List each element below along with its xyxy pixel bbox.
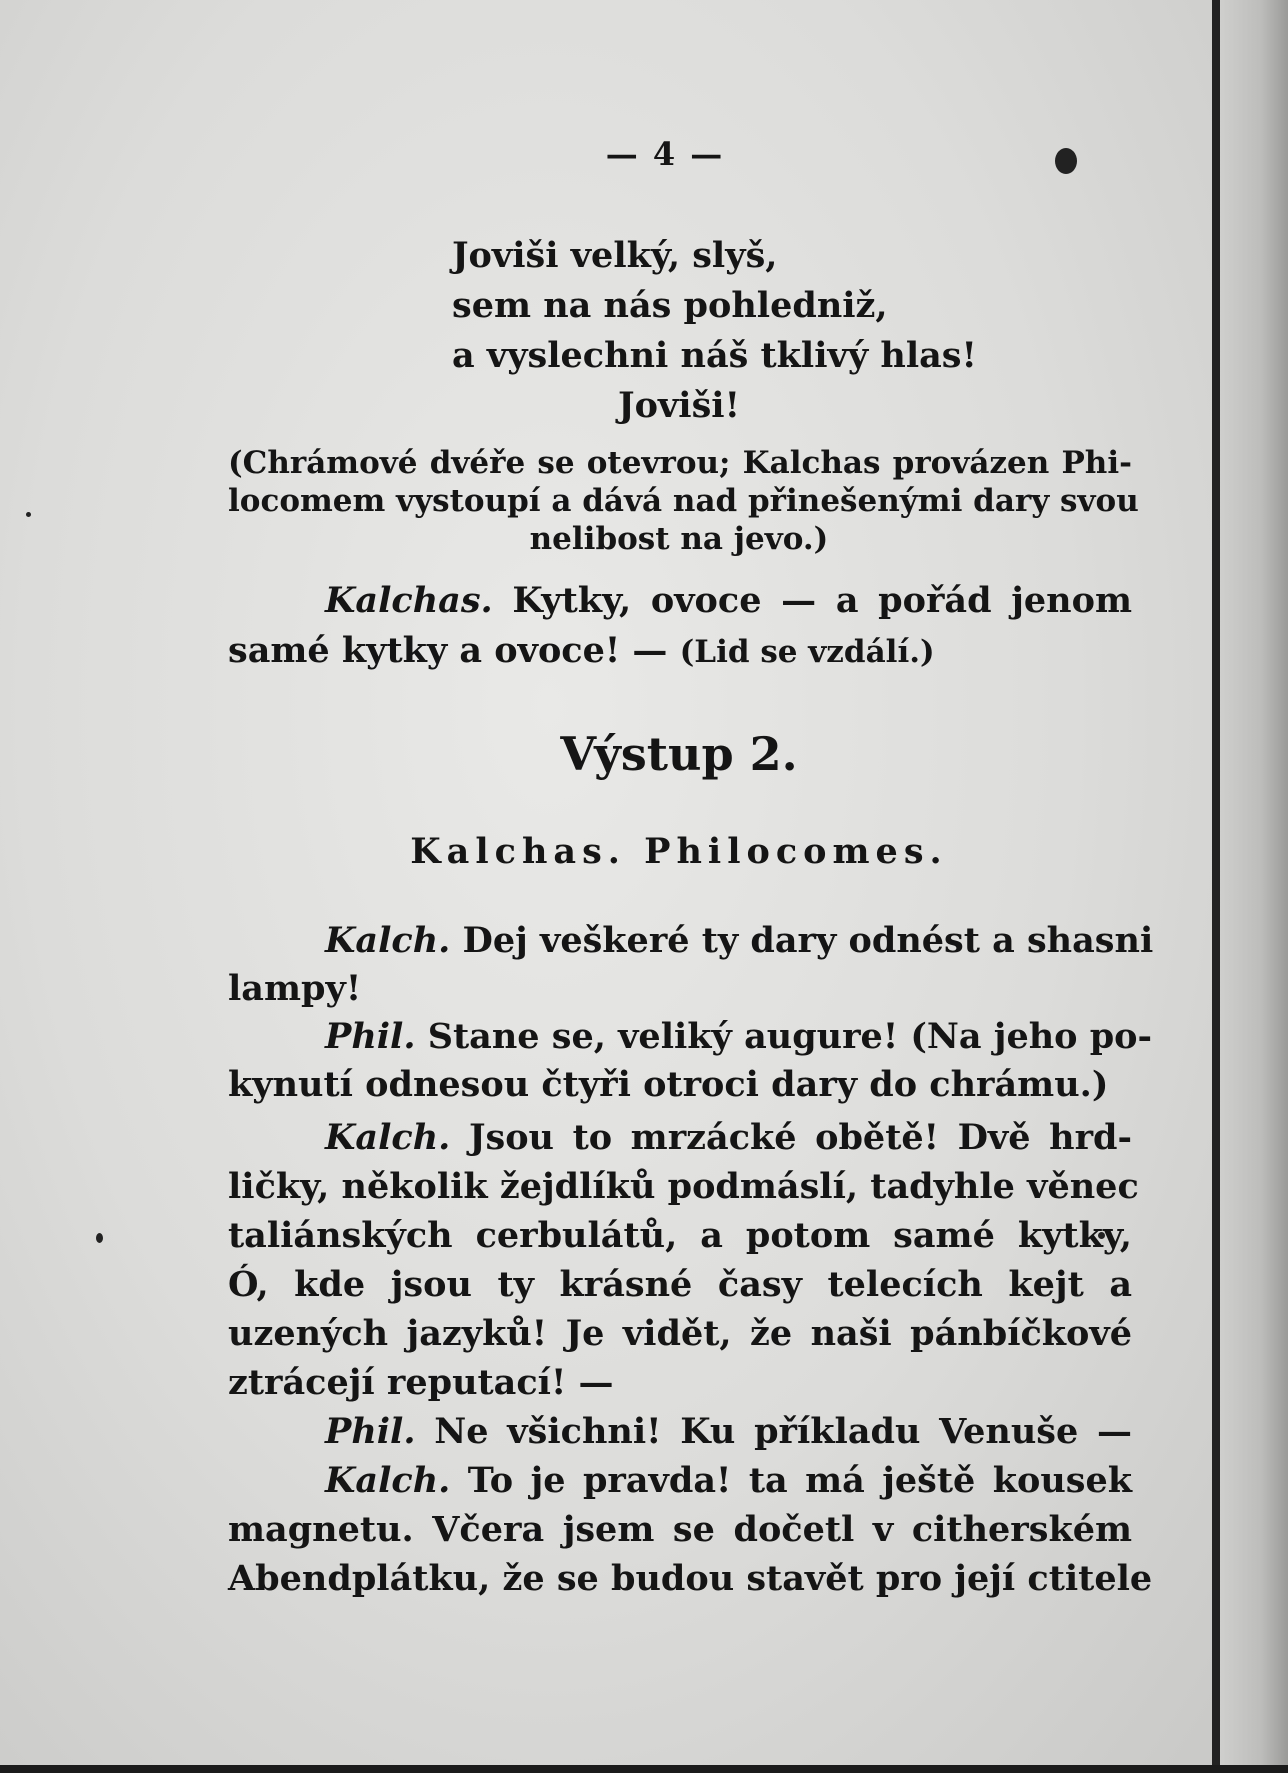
- dialogue-line: uzených jazyků! Je vidět, že naši pánbíčkové: [228, 1313, 1132, 1354]
- verse-line-3: a vyslechni náš tklivý hlas!: [452, 335, 977, 376]
- dialogue-line: Abendplátku, že se budou stavět pro její ctitele: [228, 1558, 1153, 1599]
- speech-text: Dej veškeré ty dary odnést a shasni: [462, 920, 1154, 961]
- speaker-name: Kalch.: [325, 920, 451, 961]
- speech-line: [228, 626, 1132, 677]
- speaker-name: Kalch.: [325, 1460, 451, 1501]
- dialogue-line: [228, 1407, 1132, 1456]
- speaker-name: Kalch.: [325, 1117, 451, 1158]
- page-number: — 4 —: [605, 135, 725, 173]
- speech-text: Kytky, ovoce — a pořád jenom: [512, 580, 1133, 621]
- kalchas-speech-1: [228, 576, 1132, 677]
- speech-text: To je pravda! ta má ještě kousek: [467, 1460, 1132, 1501]
- stage-direction: (Lid se vzdálí.): [679, 634, 935, 670]
- ink-blot: [1055, 148, 1077, 174]
- dialogue-line: lampy!: [228, 968, 362, 1009]
- dialogue-line: ztrácejí reputací! —: [228, 1362, 614, 1403]
- dialogue-line: Ó, kde jsou ty krásné časy telecích kejt a: [228, 1264, 1132, 1305]
- stage-direction-1-end: nelibost na jevo.): [529, 521, 829, 557]
- speech-text: Jsou to mrzácké obětě! Dvě hrd-: [468, 1117, 1133, 1158]
- page-spine-shadow: [1212, 0, 1220, 1765]
- scan-border: [0, 1765, 1288, 1773]
- dialogue-line: [228, 1013, 1153, 1061]
- dialogue-line: [228, 1456, 1132, 1505]
- dialogue-line: ličky, několik žejdlíků podmáslí, tadyhle věnec: [228, 1166, 1139, 1207]
- ink-speck: [26, 512, 31, 517]
- scene-heading: Výstup 2.: [560, 727, 798, 781]
- ink-speck: [96, 1233, 103, 1243]
- dialogue-kalch-2: [228, 1113, 1153, 1603]
- dialogue-phil-kalch-1: [228, 917, 1154, 1109]
- dialogue-line: magnetu. Včera jsem se dočetl v citherském: [228, 1509, 1132, 1550]
- speech-line: [228, 576, 1132, 626]
- next-page-edge: [1220, 0, 1288, 1773]
- speech-text: Stane se, veliký augure! (Na jeho po-: [427, 1016, 1153, 1057]
- stage-direction-line: locomem vystoupí a dává nad přinešenými dary svou: [228, 483, 1139, 519]
- verse-line-2: sem na nás pohledniž,: [452, 285, 888, 326]
- dialogue-line: taliánských cerbulátů, a potom samé kytky,: [228, 1215, 1132, 1256]
- stage-direction-1: [228, 444, 1139, 520]
- dialogue-line: [228, 917, 1154, 965]
- dialogue-line: [228, 1113, 1132, 1162]
- verse-line-1: Joviši velký, slyš,: [452, 235, 778, 276]
- speaker-name: Phil.: [325, 1016, 416, 1057]
- dialogue-line: kynutí odnesou čtyři otroci dary do chrámu.): [228, 1064, 1109, 1105]
- cast-list: Kalchas. Philocomes.: [410, 831, 948, 872]
- verse-refrain: Joviši!: [618, 385, 740, 426]
- speech-text: Ne všichni! Ku příkladu Venuše —: [434, 1411, 1132, 1452]
- speech-text: samé kytky a ovoce! —: [228, 630, 668, 671]
- speaker-name: Kalchas.: [325, 580, 493, 621]
- speaker-name: Phil.: [325, 1411, 416, 1452]
- stage-direction-line: (Chrámové dvéře se otevrou; Kalchas provázen Phi-: [228, 445, 1132, 481]
